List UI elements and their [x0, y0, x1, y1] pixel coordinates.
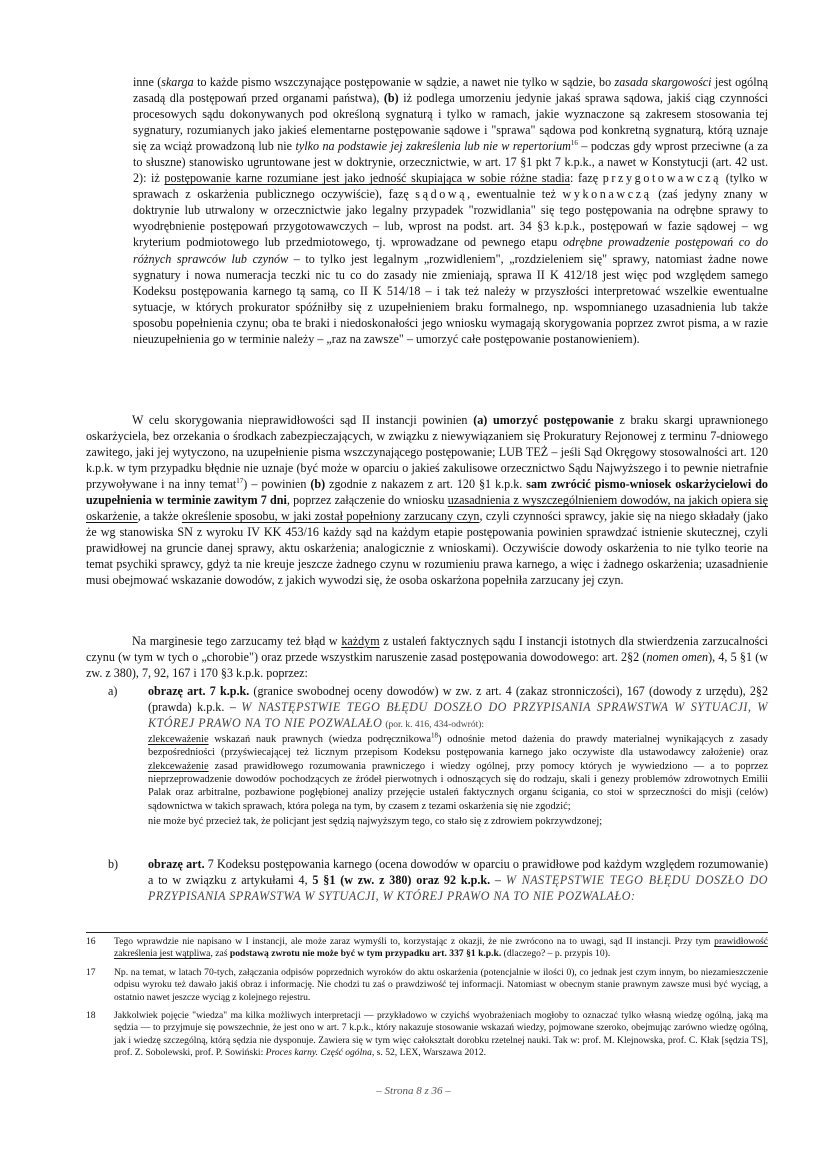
body-paragraph-3 — [86, 633, 768, 681]
text: – podczas gdy wprost przeciwne (a za to słuszne) stanowisko ugruntowane jest w doktrynie, orzecznictwie, w art. 17 §1 pkt 7 k.p.k., a nawet w Konstytucji (art. 42 ust. 2): iż — [133, 139, 768, 186]
spaced-term: wykonawczą — [562, 187, 652, 202]
text: , ewentualnie też — [467, 187, 563, 202]
list-marker: b) — [108, 857, 119, 871]
italic-title: Proces karny. Część ogólna — [265, 1047, 372, 1059]
italic-term: zasada skargowości — [614, 75, 712, 89]
footnote-ref-18[interactable]: 18 — [431, 731, 439, 740]
text: (dlaczego? – p. przypis 10). — [501, 948, 611, 960]
underlined-word: zlekceważenie — [148, 760, 209, 772]
text: iż podlega umorzeniu jedynie jakaś sprawa sądowa, jakiś ciąg czynności procesowych sądu dokonywanych pod określoną sygnaturą i tylko w ramach, jakie wyznaczone są zakresem stosowania tej sygnatury, rozumianych jako jakieś elementarne postępowanie sądowe i "sprawa" sądowa pod konkretną sygnaturą, którą uznaje się za wciąż prowadzoną lub nie — [133, 91, 768, 154]
caps-italic-phrase: W NASTĘPSTWIE TEGO BŁĘDU DOSZŁO DO PRZYPISANIA SPRAWSTWA W SYTUACJI, W KTÓREJ PRAWO NA TO NIE POZWALAŁO — [148, 700, 768, 731]
bold-label: (b) — [310, 477, 326, 492]
text: – to tylko jest legalnym „rozwidleniem", „rozdzieleniem się" sprawy, natomiast żadne nowe sygnatury i nowa numeracja teczki nic tu co do zasady nie zmieniają, sprawa II K 412/18 jest więc pod względem samego Kodeksu postępowania karnego tą samą, co II K 514/18 – i tak też należy w przyszłości interpretować wszelkie ewentualne sytuacje, w których prokurator spóźniłby się z uzupełnieniem braku formalnego, np. wspomnianego uzasadnienia lub także sposobu popełnienia czynu; oba te braki i niedoskonałości jego wniosku wymagają skorygowania poprzez zwrot pisma, a w razie nieuzupełnienia go w terminie należy – „raz na zawsze" – umorzyć całe postępowanie postanowieniem). — [133, 251, 768, 346]
spaced-term: sądową — [415, 187, 468, 202]
page-reference: (por. k. 416, 434-odwrót): — [385, 720, 485, 731]
text: – — [490, 873, 506, 888]
footnote-text — [114, 1010, 768, 1060]
text: : fazę — [570, 171, 603, 186]
list-item-b — [108, 856, 768, 904]
caps-italic-phrase: W NASTĘPSTWIE TEGO BŁĘDU DOSZŁO DO PRZYPISANIA SPRAWSTWA W SYTUACJI, W KTÓREJ PRAWO NA TO NIE POZWALAŁO: — [148, 873, 768, 904]
text: 7 Kodeksu postępowania karnego (ocena dowodów w oparciu o prawidłowe pod każdym względem rozumowanie) a to w związku z artykułami 4, — [148, 857, 768, 888]
italic-phrase: odrębne prowadzenie postępowań co do różnych sprawców lub czynów — [133, 235, 768, 266]
text: , s. 52, LEX, Warszawa 2012. — [371, 1047, 487, 1059]
list-item-body — [148, 856, 768, 904]
bold-phrase: obrazę art. — [148, 857, 205, 871]
list-marker: a) — [108, 684, 118, 698]
text: W celu skorygowania nieprawidłowości sąd II instancji powinien — [132, 413, 474, 427]
footnote-17 — [86, 967, 768, 1004]
text: ), 4, 5 §1 (w zw. z 380), 7, 92, 167 i 170 §3 k.p.k. poprzez: — [86, 650, 768, 681]
list-item-note — [148, 733, 768, 813]
text: ) – powinien — [243, 477, 311, 492]
bold-label: (b) — [383, 91, 399, 106]
italic-phrase: tylko na podstawie jej zakreślenia lub nie w repertorium — [295, 139, 571, 154]
underlined-phrase: prawidłowość zakreślenia jest wątpliwa — [114, 936, 768, 960]
text: jest ogólną zasadą dla postępowań przed organami państwa), — [133, 75, 768, 106]
text: Na marginesie tego zarzucamy też błąd w — [132, 634, 342, 648]
text: zasad prawidłowego rozumowania prawniczego i wiedzy ogólnej, przy pomocy których je wywiedziono — a to poprzez nieprzeprowadzenie dowodów pochodzących ze źródeł pierwotnych i odnoszących się do rodzaju, skali i genezy problemów zdrowotnych Emilii Palak oraz arbitralne, pozbawione pogłębionej analizy przejęcie ustaleń faktycznych organu ścigania, co stoi w sprzeczności do misji (celów) sądownictwa w takich sprawach, która polega na tym, by czasem z tezami oskarżenia się nie zgodzić; — [148, 760, 768, 812]
text: zgodnie z nakazem z art. 120 §1 k.p.k. — [325, 477, 527, 492]
italic-phrase: nomen omen — [646, 650, 709, 665]
page-number: – Strona 8 z 36 – — [376, 1085, 451, 1097]
underlined-word: każdym — [341, 634, 380, 648]
footnotes — [86, 936, 768, 1066]
text: (tylko w sprawach z oskarżenia publicznego oczywiście), fazę — [133, 171, 768, 202]
footnote-number: 18 — [86, 1010, 96, 1022]
text: (zaś jedyny znany w doktrynie lub utrwalony w orzecznictwie jako legalny przypadek "rozwidlania" się tego postępowania na odrębne sprawy to wyodrębnienie postępowań przygotowawczych – lub, wprost na podst. art. 34 §3 k.p.k., postępowań w fazie sądowej – wg kryterium podmiotowego lub przedmiotowego, tj. wprowadzane od pewnego etapu — [133, 187, 768, 250]
bold-phrase: sam zwrócić pismo-wniosek oskarżycielowi do uzupełnienia w terminie zawitym 7 dni — [86, 477, 768, 508]
underlined-phrase: postępowanie karne rozumiane jest jako jedność skupiająca w sobie różne stadia — [164, 171, 571, 186]
list-item-note-2: nie może być przecież tak, że policjant jest sędzią najwyższym tego, co stało się z zdrowiem pokrzywdzonej; — [148, 815, 603, 827]
underlined-phrase: uzasadnienia z wyszczególnieniem dowodów, na jakich opiera się oskarżenie — [86, 493, 768, 524]
bold-phrase: podstawą zwrotu nie może być w tym przypadku art. 337 §1 k.p.k. — [229, 948, 502, 960]
italic-term: skarga — [161, 75, 194, 89]
body-paragraph-2 — [86, 412, 768, 589]
underlined-phrase: określenie sposobu, w jaki został popełniony zarzucany czyn — [181, 509, 480, 524]
text: , zaś — [210, 948, 230, 960]
list-item-main-text — [148, 856, 768, 904]
body-paragraph-1 — [133, 74, 768, 347]
footnote-text — [114, 936, 768, 961]
footnote-16 — [86, 936, 768, 961]
spaced-term: przygotowawczą — [602, 171, 722, 186]
text: (granice swobodnej oceny dowodów) w zw. z art. 4 (zakaz stronniczości), 167 (dowody z urzędu), 2§2 (prawda) k.p.k. – — [148, 684, 768, 715]
list-item-a — [108, 683, 768, 828]
bold-phrase: obrazę art. 7 k.p.k. — [148, 684, 250, 698]
footnote-number: 17 — [86, 966, 96, 978]
text: inne ( — [133, 75, 162, 89]
text: , a także — [137, 509, 182, 524]
list-item-body — [148, 683, 768, 828]
footnote-number: 16 — [86, 936, 96, 947]
text: z braku skargi uprawnionego oskarżyciela, bez orzekania o środkach zabezpieczających, w związku z niewywiązaniem się Prokuratury Rejonowej z terminu 7-dniowego zawitego, jaki jej wytyczono, na uzupełnienie pisma wszczynającego postępowanie; LUB TEŻ – jeśli Sąd Okręgowy stosowalności art. 120 k.p.k. w tym przypadku błędnie nie uznaje (być może w oparciu o jakieś zakulisowe orzecznictwo Sądu Najwyższego i to pewnie nietrafnie przywoływane i na inny temat — [86, 413, 768, 492]
footnote-ref-16[interactable]: 16 — [570, 139, 578, 148]
text: ) odnośnie metod dażenia do prawdy materialnej wynikających z zasady bezpośredniości (przyświecającej też licznym przepisom Kodeksu postępowania karnego jako oczywiste dla ustawodawcy założenie) oraz — [148, 734, 768, 759]
bold-phrase: 5 §1 (w zw. z 380) oraz 92 k.p.k. — [312, 873, 491, 888]
footnote-text: Np. na temat, w latach 70-tych, załączania odpisów poprzednich wyroków do aktu oskarżenia (potencjalnie w ilości 0), co jednak jest czym innym, bo niezamieszczenie odpisu wyroku też dawało jakiś obraz i informację. Nie chodzi tu zaś o prawdziwość tej informacji. Natomiast w obecnym stanie prawnym zawsze musi być wyciąg, a ostatnio nawet jeszcze wyciąg z kolejnego rejestru. — [114, 966, 768, 1003]
list-item-main-text — [148, 683, 768, 733]
underlined-word: zlekceważenie — [148, 734, 209, 746]
footnote-ref-17[interactable]: 17 — [236, 477, 244, 486]
footnote-divider — [86, 932, 768, 933]
text: , poprzez załączenie do wniosku — [286, 493, 448, 508]
text: Tego wprawdzie nie napisano w I instancji, ale może zaraz wymyśli to, korzystając z okazji, że nie zwrócono na to uwagi, sąd II instancji. Przy tym — [114, 936, 715, 947]
text: z ustaleń faktycznych sądu I instancji istotnych dla stwierdzenia zarzucalności czynu (w tym w tych o „chorobie") oraz przede wszystkim naruszenie zasad postępowania dowodowego: art. 2§2 ( — [86, 634, 768, 665]
text: to każde pismo wszczynające postępowanie w sądzie, a nawet nie tylko w sądzie, bo — [193, 75, 615, 89]
text: Jakkolwiek pojęcie "wiedza" ma kilka możliwych interpretacji — przykładowo w czyichś wyobrażeniach mogłoby to oznaczać tylko własną wiedzę ogólną, jaką ma sędzia — to przyjmuje się powszechnie, że jest ono w art. 7 k.p.k., który nakazuje stosowanie wskazań wiedzy, pojmowane szeroko, obejmując zarówno wiedzę ogólną, jak i wiedzę szczególną, którą sędzia nie dysponuje. Zawiera się w tym więc całokształt dorobku rzetelnej nauki. Tak w: prof. M. Klejnowska, prof. C. Kłak [sędzia TS], prof. Z. Sobolewski, prof. P. Sowiński: — [114, 1010, 768, 1059]
text: , czyli czynności sprawcy, jakie się na niego składały (jako że wg stanowiska SN z wyroku IV KK 453/16 każdy sąd na każdym etapie postępowania powinien sprawdzać istnienie skutecznej, czyli prawidłowej na gruncie danej sprawy, aktu oskarżenia; analogicznie z wnioskami). Oczywiście dowody oskarżenia to nie tylko teorie na temat psychiki sprawcy, gdyż ta nie kreuje jeszcze żadnego czynu w rozumieniu prawa karnego, a więc i żadnego oskarżenia; uzasadnienie musi obejmować wskazanie dowodów, z jakich wywodzi się, że osoba oskarżona popełniła zarzucany jej czyn. — [86, 509, 768, 588]
bold-phrase: (a) umorzyć postępowanie — [473, 413, 614, 427]
footnote-18 — [86, 1010, 768, 1060]
text: wskazań nauk prawnych (wiedza podręcznikowa — [208, 734, 432, 746]
